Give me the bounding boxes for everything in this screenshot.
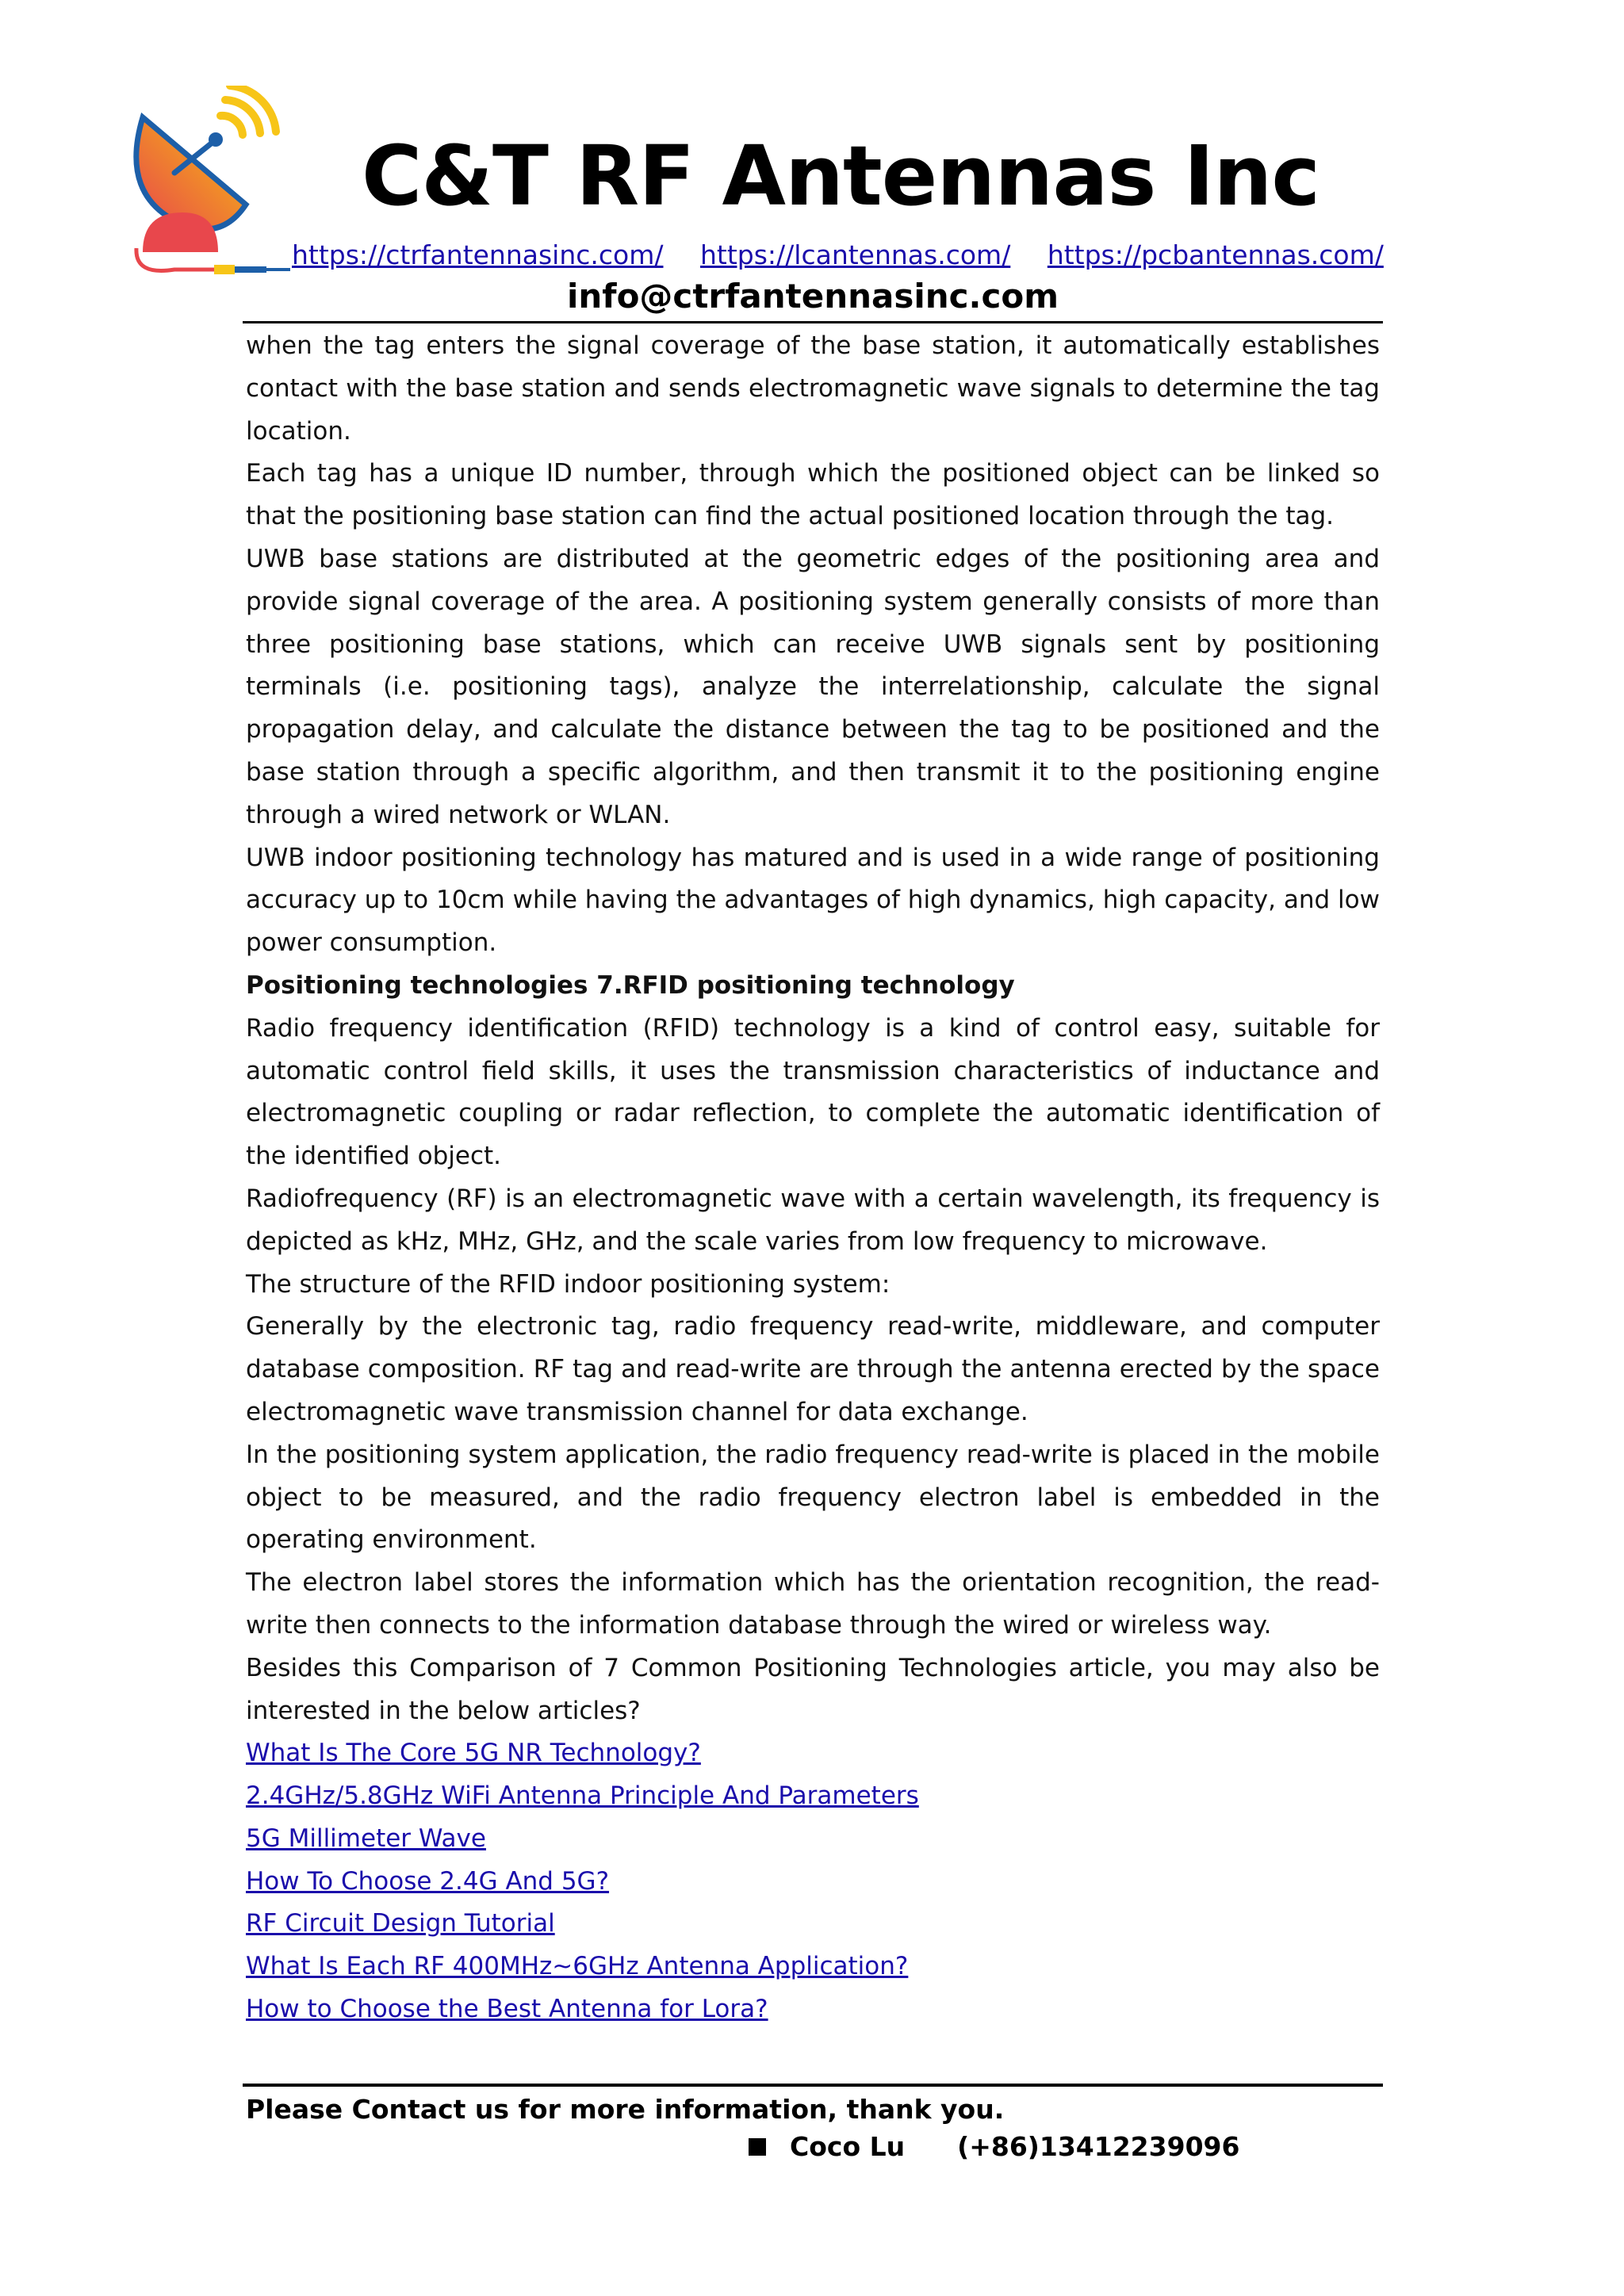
body-paragraph: Generally by the electronic tag, radio frequency read-write, middleware, and computer database composition. RF tag and read-write are through the antenna erected by the space electromagnetic wave transmission channel for data exchange.: [246, 1312, 1380, 1426]
article-link-rf-antenna-application[interactable]: What Is Each RF 400MHz~6GHz Antenna Application?: [246, 1952, 909, 1981]
article-link-lora-antenna[interactable]: How to Choose the Best Antenna for Lora?: [246, 1995, 768, 2024]
website-link-lcantennas[interactable]: https://lcantennas.com/: [700, 239, 1011, 270]
body-paragraph: The structure of the RFID indoor positioning system:: [246, 1269, 891, 1299]
article-link-5g-mmwave[interactable]: 5G Millimeter Wave: [246, 1823, 486, 1853]
website-links: [278, 238, 1388, 273]
contact-row: [749, 2127, 1239, 2167]
article-link-wifi-antenna[interactable]: 2.4GHz/5.8GHz WiFi Antenna Principle And Parameters: [246, 1781, 919, 1811]
body-paragraph: UWB indoor positioning technology has matured and is used in a wide range of positioning accuracy up to 10cm while having the advantages of high dynamics, high capacity, and low power consumption.: [246, 843, 1380, 958]
body-paragraph: Radio frequency identification (RFID) technology is a kind of control easy, suitable for automatic control field skills, it uses the transmission characteristics of inductance and electromagnetic coupling or radar reflection, to complete the automatic identification of the identified object.: [246, 1013, 1380, 1171]
footer-divider: [243, 2084, 1383, 2087]
section-heading: Positioning technologies 7.RFID positioning technology: [246, 970, 1015, 1000]
article-link-rf-circuit[interactable]: RF Circuit Design Tutorial: [246, 1909, 555, 1938]
footer-note: Please Contact us for more information, thank you.: [246, 2094, 1005, 2125]
satellite-dish-logo-icon: [127, 86, 297, 280]
body-paragraph: In the positioning system application, the radio frequency read-write is placed in the mobile object to be measured, and the radio frequency electron label is embedded in the operating environment.: [246, 1440, 1380, 1555]
body-paragraph: The electron label stores the information which has the orientation recognition, the read-write then connects to the information database through the wired or wireless way.: [246, 1568, 1380, 1640]
square-bullet-icon: [749, 2138, 766, 2156]
website-link-ctrfantennas[interactable]: https://ctrfantennasinc.com/: [292, 239, 664, 270]
contact-phone: (+86)13412239096: [957, 2131, 1240, 2162]
body-paragraph: UWB base stations are distributed at the geometric edges of the positioning area and provide signal coverage of the area. A positioning system generally consists of more than three positioning base stations, which can receive UWB signals sent by positioning terminals (i.e. positioning tags), analyze the interrelationship, calculate the signal propagation delay, and calculate the distance between the tag to be positioned and the base station through a specific algorithm, and then transmit it to the positioning engine through a wired network or WLAN.: [246, 544, 1380, 829]
company-name: C&T RF Antennas Inc: [361, 128, 1320, 224]
header-divider: [243, 321, 1383, 323]
body-paragraph: when the tag enters the signal coverage of the base station, it automatically establishes contact with the base station and sends electromagnetic wave signals to determine the tag location.: [246, 331, 1380, 446]
body-paragraph: Radiofrequency (RF) is an electromagnetic wave with a certain wavelength, its frequency is depicted as kHz, MHz, GHz, and the scale varies from low frequency to microwave.: [246, 1184, 1380, 1256]
body-paragraph: Besides this Comparison of 7 Common Positioning Technologies article, you may also be interested in the below articles?: [246, 1653, 1380, 1725]
body-paragraph: Each tag has a unique ID number, through which the positioned object can be linked so that the positioning base station can find the actual positioned location through the tag.: [246, 459, 1380, 531]
article-link-choose-24g-5g[interactable]: How To Choose 2.4G And 5G?: [246, 1866, 610, 1896]
article-link-5g-nr[interactable]: What Is The Core 5G NR Technology?: [246, 1739, 701, 1768]
contact-email: info@ctrfantennasinc.com: [567, 277, 1059, 316]
article-body: [246, 325, 1380, 2031]
contact-name: Coco Lu: [790, 2131, 906, 2162]
website-link-pcbantennas[interactable]: https://pcbantennas.com/: [1047, 239, 1384, 270]
